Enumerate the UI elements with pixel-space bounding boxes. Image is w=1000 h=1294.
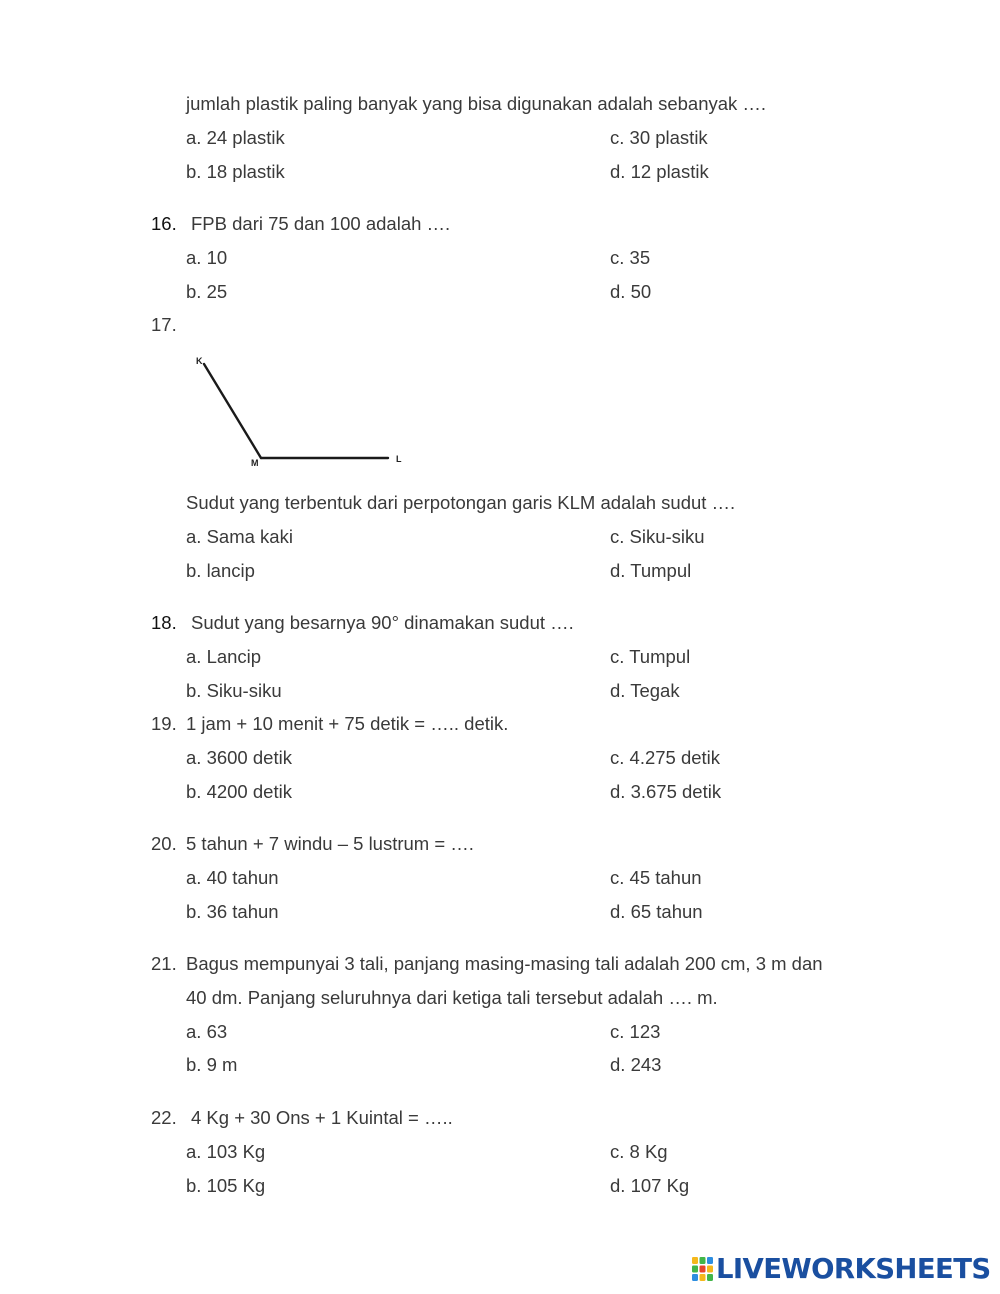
- liveworksheets-logo: [692, 1252, 991, 1286]
- q19-number: 19.: [151, 713, 177, 734]
- q20-option-c[interactable]: c. 45 tahun: [610, 867, 702, 888]
- q20-option-a[interactable]: a. 40 tahun: [186, 867, 279, 888]
- q16-question-text: FPB dari 75 dan 100 adalah ….: [191, 213, 451, 234]
- q20-question-text: 5 tahun + 7 windu – 5 lustrum = ….: [186, 833, 474, 854]
- q22-option-d[interactable]: d. 107 Kg: [610, 1175, 690, 1196]
- q16-option-d[interactable]: d. 50: [610, 281, 652, 302]
- q18-number: 18.: [151, 612, 177, 633]
- angle-label-l: L: [396, 454, 402, 464]
- q19-option-c[interactable]: c. 4.275 detik: [610, 747, 721, 768]
- q17-angle-figure: [190, 352, 410, 472]
- angle-ray-mk: [204, 364, 261, 458]
- q22-question-text: 4 Kg + 30 Ons + 1 Kuintal = …..: [191, 1107, 453, 1128]
- q22-number: 22.: [151, 1107, 177, 1128]
- intro-question-text: jumlah plastik paling banyak yang bisa digunakan adalah sebanyak ….: [186, 93, 767, 114]
- q16-number: 16.: [151, 213, 177, 234]
- q17-option-b[interactable]: b. lancip: [186, 560, 255, 581]
- q18-option-c[interactable]: c. Tumpul: [610, 646, 691, 667]
- liveworksheets-grid-icon: [692, 1257, 714, 1281]
- liveworksheets-wordmark: LIVEWORKSHEETS: [716, 1253, 991, 1285]
- q18-option-a[interactable]: a. Lancip: [186, 646, 262, 667]
- q18-option-b[interactable]: b. Siku-siku: [186, 680, 282, 701]
- q22-option-b[interactable]: b. 105 Kg: [186, 1175, 266, 1196]
- intro-option-d[interactable]: d. 12 plastik: [610, 161, 709, 182]
- q16-option-c[interactable]: c. 35: [610, 247, 651, 268]
- q21-question-line-2: 40 dm. Panjang seluruhnya dari ketiga tali tersebut adalah …. m.: [186, 987, 718, 1008]
- q21-option-d[interactable]: d. 243: [610, 1054, 662, 1075]
- q21-number: 21.: [151, 953, 177, 974]
- q18-option-d[interactable]: d. Tegak: [610, 680, 680, 701]
- q17-question-text: Sudut yang terbentuk dari perpotongan garis KLM adalah sudut ….: [186, 492, 736, 513]
- q19-option-d[interactable]: d. 3.675 detik: [610, 781, 722, 802]
- q17-option-a[interactable]: a. Sama kaki: [186, 526, 293, 547]
- q21-option-a[interactable]: a. 63: [186, 1021, 228, 1042]
- q21-option-c[interactable]: c. 123: [610, 1021, 661, 1042]
- intro-option-a[interactable]: a. 24 plastik: [186, 127, 285, 148]
- q18-question-text: Sudut yang besarnya 90° dinamakan sudut ….: [191, 612, 574, 633]
- q17-number: 17.: [151, 314, 177, 335]
- q20-option-d[interactable]: d. 65 tahun: [610, 901, 703, 922]
- angle-label-k: K: [196, 356, 203, 366]
- q17-option-d[interactable]: d. Tumpul: [610, 560, 692, 581]
- q17-option-c[interactable]: c. Siku-siku: [610, 526, 705, 547]
- q20-number: 20.: [151, 833, 177, 854]
- q21-option-b[interactable]: b. 9 m: [186, 1054, 238, 1075]
- q20-option-b[interactable]: b. 36 tahun: [186, 901, 279, 922]
- q19-option-b[interactable]: b. 4200 detik: [186, 781, 292, 802]
- intro-option-c[interactable]: c. 30 plastik: [610, 127, 708, 148]
- q21-question-line-1: Bagus mempunyai 3 tali, panjang masing-masing tali adalah 200 cm, 3 m dan: [186, 953, 823, 974]
- q22-option-a[interactable]: a. 103 Kg: [186, 1141, 266, 1162]
- q16-option-a[interactable]: a. 10: [186, 247, 228, 268]
- angle-label-m: M: [251, 458, 259, 468]
- intro-option-b[interactable]: b. 18 plastik: [186, 161, 285, 182]
- q16-option-b[interactable]: b. 25: [186, 281, 228, 302]
- q22-option-c[interactable]: c. 8 Kg: [610, 1141, 668, 1162]
- q19-option-a[interactable]: a. 3600 detik: [186, 747, 292, 768]
- q19-question-text: 1 jam + 10 menit + 75 detik = ….. detik.: [186, 713, 509, 734]
